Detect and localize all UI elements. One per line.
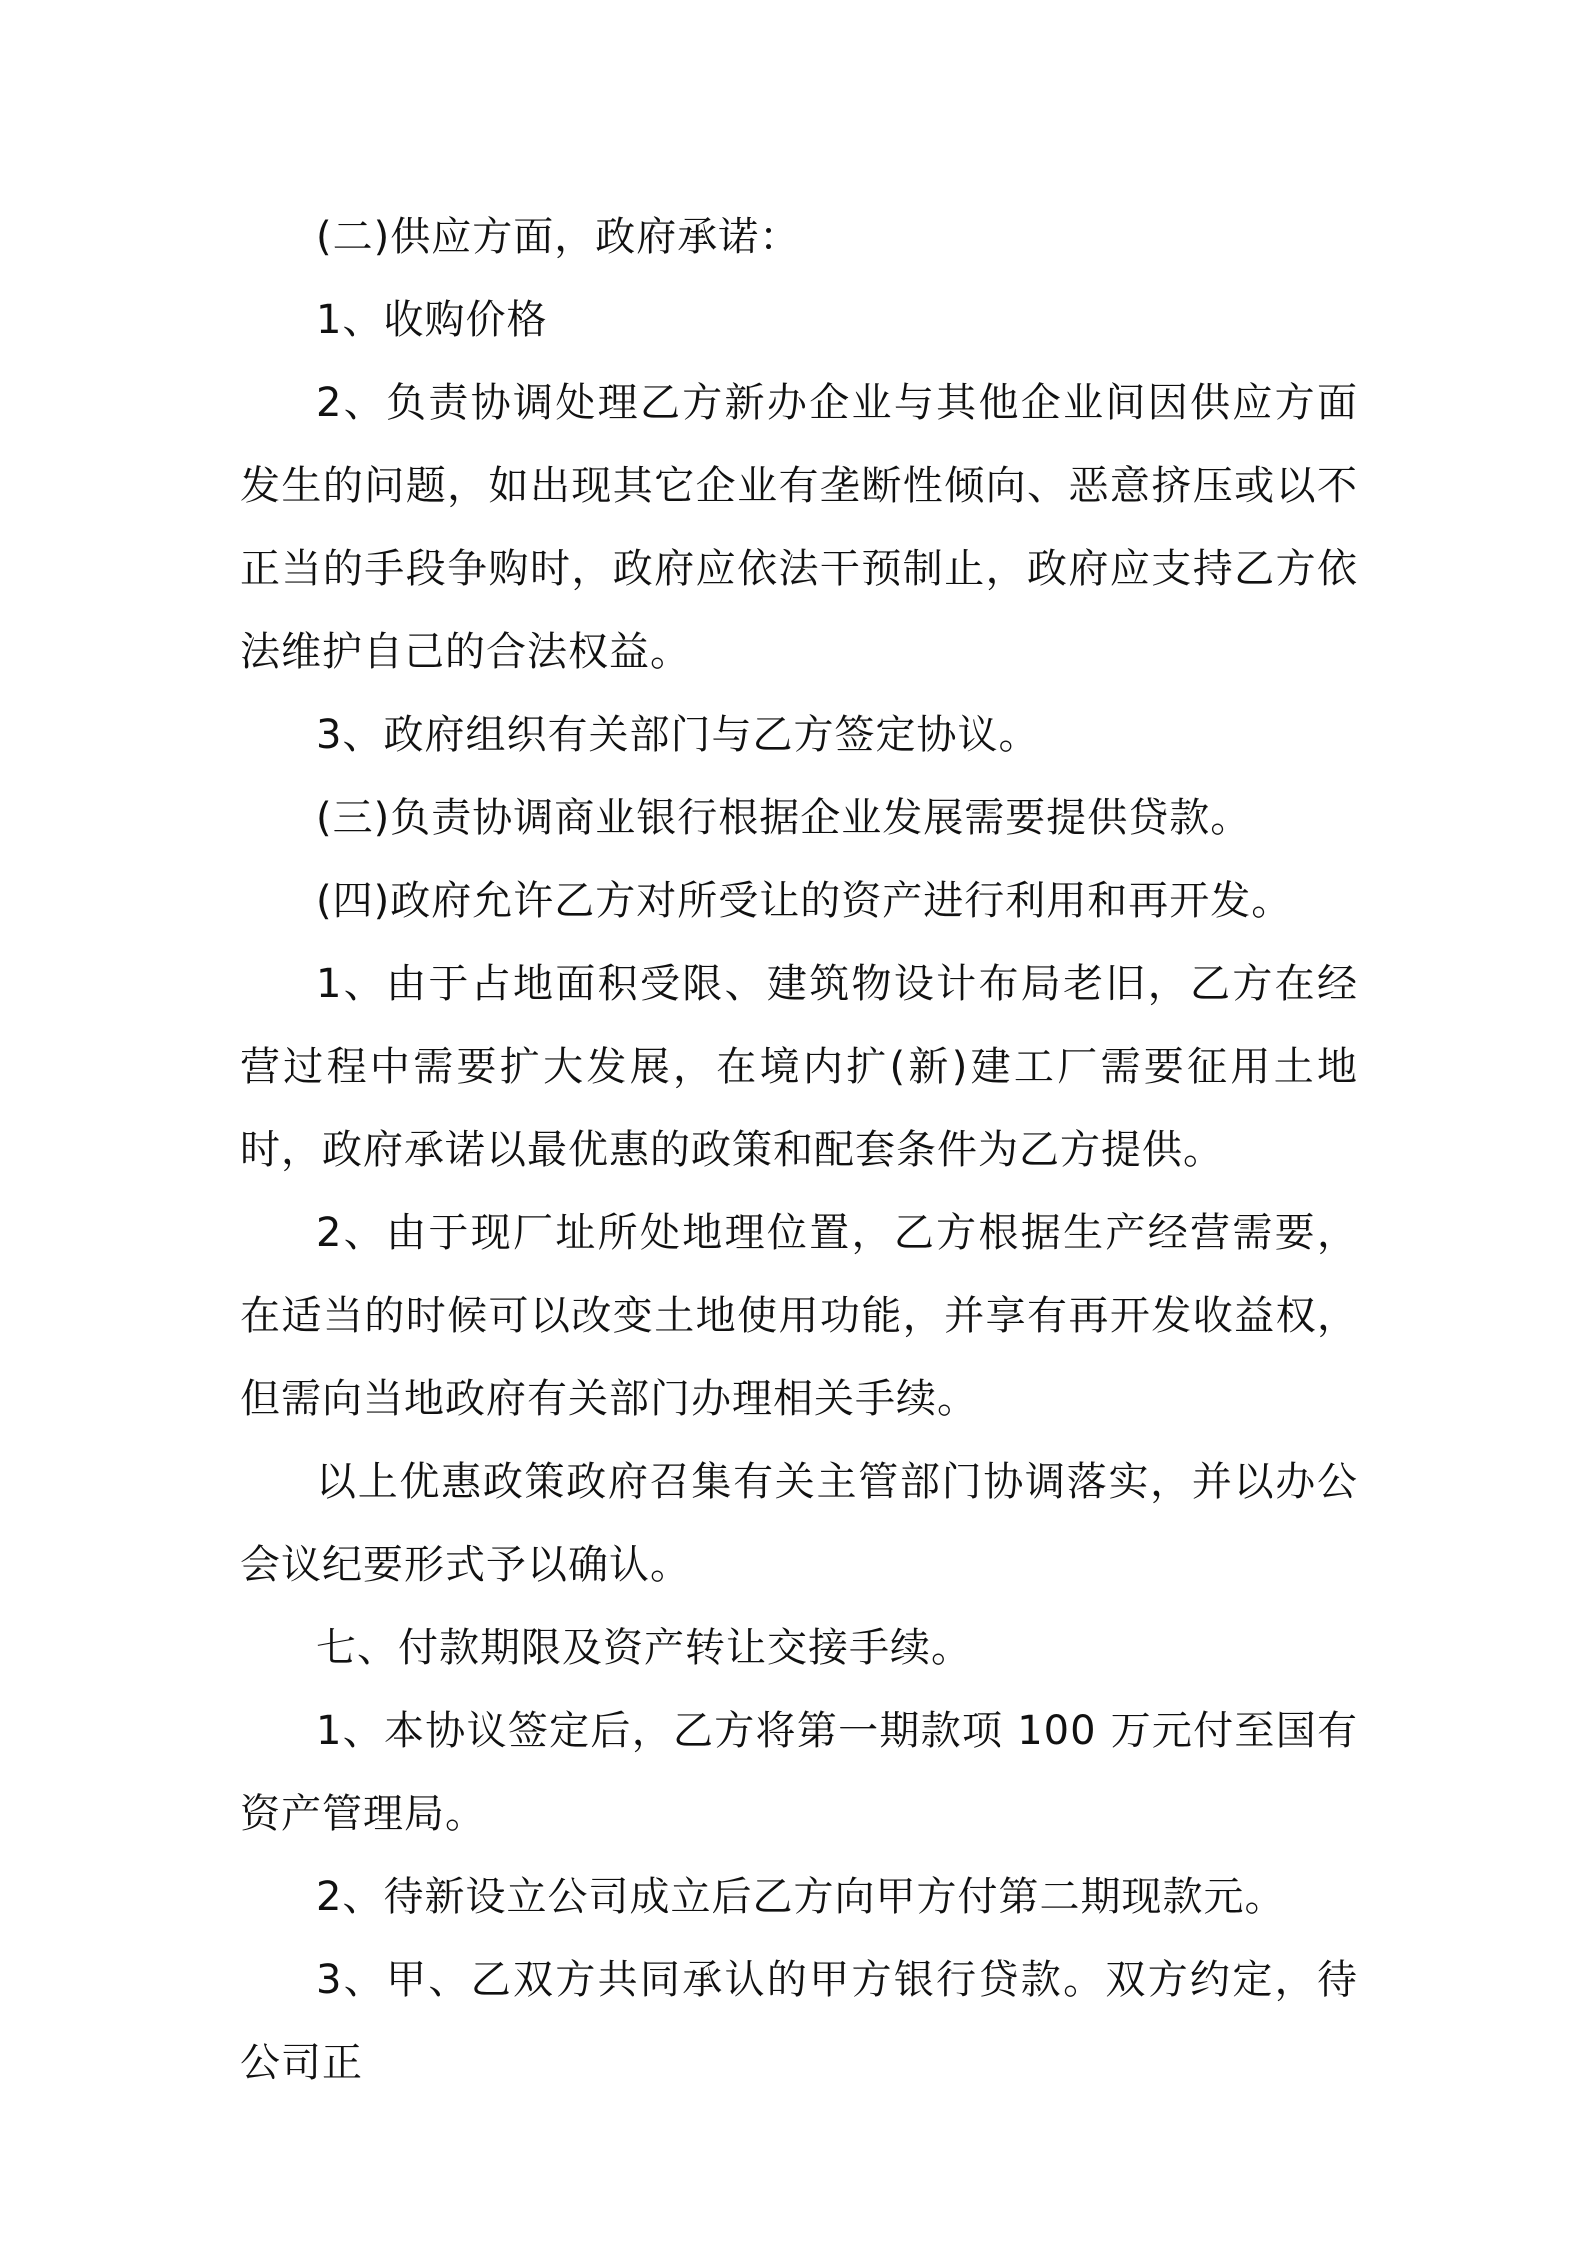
paragraph-purchase-price: 1、收购价格	[316, 297, 548, 343]
paragraph-land-expansion: 1、由于占地面积受限、建筑物设计布局老旧，乙方在经营过程中需要扩大发展，在境内扩(新)建工厂需要征用土地时，政府承诺以最优惠的政策和配套条件为乙方提供。	[240, 961, 1358, 1173]
paragraph-supply-commitment-heading: (二)供应方面，政府承诺：	[316, 214, 801, 260]
section-heading-payment-terms: 七、付款期限及资产转让交接手续。	[316, 1625, 972, 1671]
document-body	[240, 196, 1358, 2105]
paragraph-coordinate-supply-issues: 2、负责协调处理乙方新办企业与其他企业间因供应方面发生的问题，如出现其它企业有垄断性倾向、恶意挤压或以不正当的手段争购时，政府应依法干预制止，政府应支持乙方依法维护自己的合法权益。	[240, 380, 1358, 675]
paragraph-asset-redevelopment: (四)政府允许乙方对所受让的资产进行利用和再开发。	[316, 878, 1293, 924]
paragraph-bank-loan-agreement: 3、甲、乙双方共同承认的甲方银行贷款。双方约定，待公司正	[240, 1957, 1358, 2086]
paragraph-policy-confirmation: 以上优惠政策政府召集有关主管部门协调落实，并以办公会议纪要形式予以确认。	[240, 1459, 1358, 1588]
paragraph-bank-loans: (三)负责协调商业银行根据企业发展需要提供贷款。	[316, 795, 1252, 841]
paragraph-second-payment: 2、待新设立公司成立后乙方向甲方付第二期现款元。	[316, 1874, 1286, 1920]
paragraph-land-use-change: 2、由于现厂址所处地理位置，乙方根据生产经营需要，在适当的时候可以改变土地使用功能，并享有再开发收益权，但需向当地政府有关部门办理相关手续。	[240, 1210, 1358, 1422]
paragraph-sign-agreement: 3、政府组织有关部门与乙方签定协议。	[316, 712, 1040, 758]
paragraph-first-payment: 1、本协议签定后，乙方将第一期款项 100 万元付至国有资产管理局。	[240, 1708, 1358, 1837]
